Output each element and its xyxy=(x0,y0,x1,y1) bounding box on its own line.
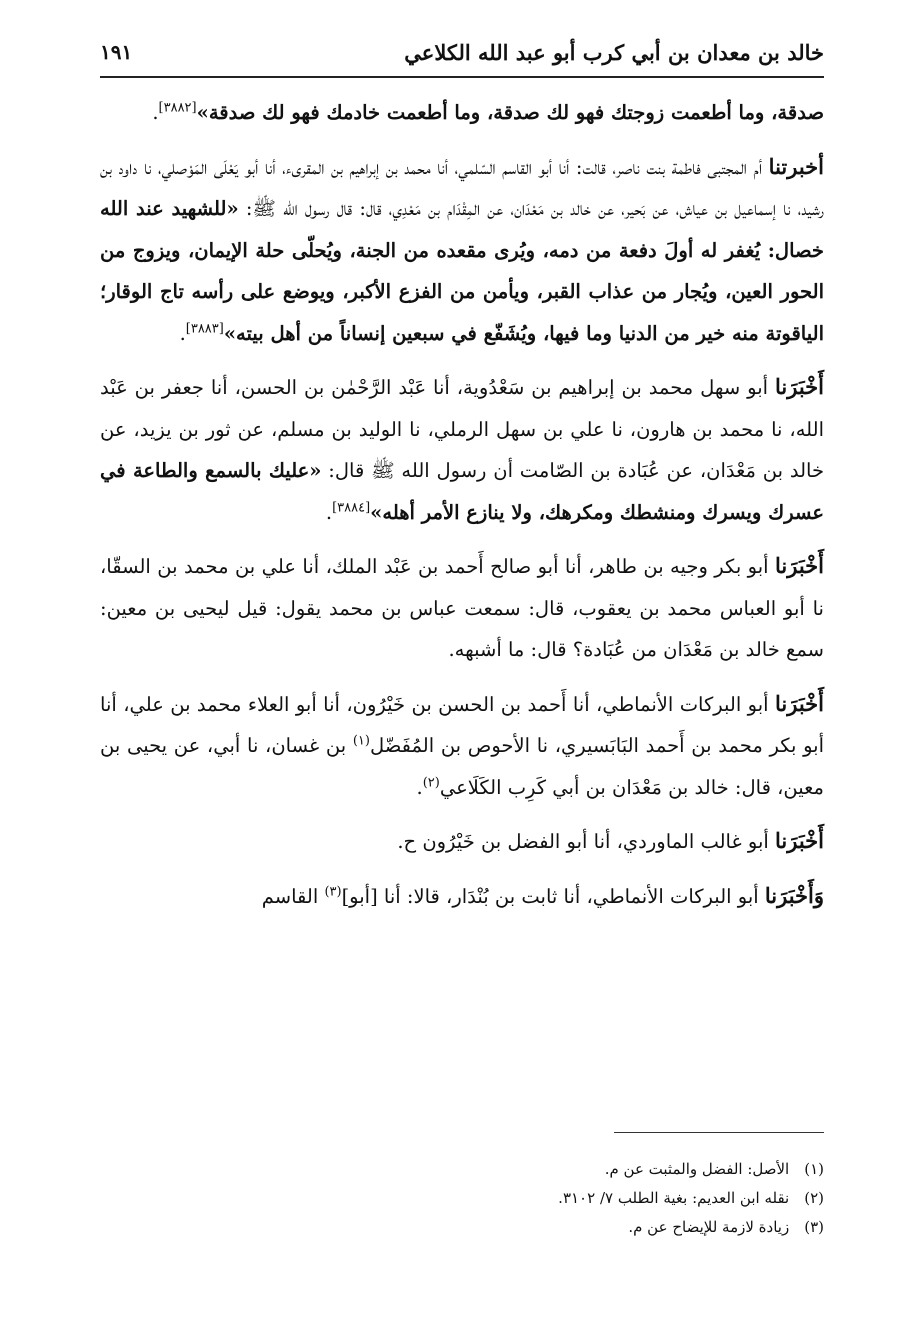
hadith-number: [٣٨٨٣] xyxy=(185,321,224,336)
paragraph-1 xyxy=(100,92,824,134)
main-text xyxy=(100,92,824,929)
chain-text: أبو بكر وجيه بن طاهر، أنا أبو صالح أَحمد بن عَبْد الملك، أنا علي بن محمد بن السقّا، نا أبو العباس محمد بن يعقوب، قال: سمعت عباس بن محمد يقول: قيل ليحيى بن معين: سمع خالد بن مَعْدَان من عُبَادة؟ قال: ما أشبهه. xyxy=(100,555,824,661)
hadith-text: «عليك بالسمع والطاعة في عسرك ويسرك ومنشطك ومكرهك، ولا ينازع الأمر أهله» xyxy=(100,459,824,524)
hadith-number: [٣٨٨٤] xyxy=(332,500,371,515)
chain-text: أبو البركات الأنماطي، أنا ثابت بن بُنْدَار، قالا: أنا [أبو] xyxy=(341,884,765,908)
footnote-ref-3[interactable]: (٣) xyxy=(324,884,342,899)
paragraph-4 xyxy=(100,545,824,671)
paragraph-5 xyxy=(100,683,824,809)
paragraph-7 xyxy=(100,875,824,918)
chain-lead-word: أَخْبَرَنا xyxy=(775,690,824,716)
footnote-text: نقله ابن العديم: بغية الطلب ٧/ ٣١٠٢. xyxy=(558,1189,790,1207)
footnote-item xyxy=(100,1184,824,1213)
footnote-divider xyxy=(614,1132,824,1133)
footnotes xyxy=(100,1132,824,1242)
footnote-number: (٢) xyxy=(804,1189,824,1207)
chain-lead-word: أخبرتنا xyxy=(768,153,824,179)
footnote-number: (٣) xyxy=(804,1218,824,1236)
end-mark: . xyxy=(152,101,159,124)
footnote-ref-2[interactable]: (٢) xyxy=(422,775,440,790)
chain-lead-word: وَأَخْبَرَنا xyxy=(764,882,824,908)
paragraph-2 xyxy=(100,146,824,355)
hadith-text: صدقة، وما أطعمت زوجتك فهو لك صدقة، وما أطعمت خادمك فهو لك صدقة» xyxy=(196,101,824,124)
running-title: خالد بن معدان بن أبي كرب أبو عبد الله الكلاعي xyxy=(404,40,824,65)
chain-lead-word: أَخْبَرَنا xyxy=(775,828,824,853)
paragraph-6 xyxy=(100,820,824,863)
end-mark: . xyxy=(179,321,186,345)
paragraph-3 xyxy=(100,366,824,533)
hadith-number: [٣٨٨٢] xyxy=(158,100,197,116)
running-header xyxy=(100,36,824,78)
hadith-text: «للشهيد عند الله خصال: يُغفر له أولَ دفعة من دمه، ويُرى مقعده من الجنة، ويُحلّى حلة الإيمان، ويزوج من الحور العين، ويُجار من عذاب القبر، ويأمن من الفزع الأكبر، ويوضع على رأسه تاج الوقار؛ الياقوتة منه خير من الدنيا وما فيها، ويُشَفّع في سبعين إنساناً من أهل بيته» xyxy=(100,197,824,345)
end-mark: . xyxy=(325,500,333,524)
chain-lead-word: أَخْبَرَنا xyxy=(775,374,824,399)
end-mark: . xyxy=(416,775,423,799)
chain-text: أبو البركات الأنماطي، أنا أَحمد بن الحسن بن خَيْرُون، أنا أبو العلاء محمد بن علي، أنا أبو بكر محمد بن أَحمد البَابَسيري، نا الأحوص بن المُفَضّل xyxy=(100,692,824,757)
chain-text: أبو سهل محمد بن إبراهيم بن سَعْدُوية، أنا عَبْد الرَّحْمٰن بن الحسن، أنا جعفر بن عَبْد الله، نا محمد بن هارون، نا علي بن سهل الرملي، نا الوليد بن مسلم، عن ثور بن يزيد، عن خالد بن مَعْدَان، عن عُبَادة بن الصّامت أن رسول الله ﷺ قال: xyxy=(100,376,825,482)
chain-text: أم المجتبى فاطمة بنت ناصر، قالت: أنا أبو القاسم السّلمي، أنا محمد بن إبراهيم بن المقرىء، أنا أبو يَعْلَى المَوْصلي، نا داود بن رشيد، نا إسماعيل بن عياش، عن بَحير، عن خالد بن مَعْدَان، عن المِقْدَام بن مَعْدِي، قال: قال رسول الله ﷺ: xyxy=(100,155,824,220)
footnote-number: (١) xyxy=(804,1160,824,1178)
chain-lead-word: أَخْبَرَنا xyxy=(775,553,824,578)
footnote-text: الأصل: الفضل والمثبت عن م. xyxy=(604,1160,790,1178)
footnote-ref-1[interactable]: (١) xyxy=(352,733,370,749)
chain-text-continued: القاسم xyxy=(261,884,325,908)
footnote-text: زيادة لازمة للإيضاح عن م. xyxy=(628,1218,790,1236)
chain-text-continued: بن غسان، نا أبي، عن يحيى بن معين، قال: خالد بن مَعْدَان بن أبي كَرِب الكَلَاعي xyxy=(100,734,824,799)
chain-text: أبو غالب الماوردي، أنا أبو الفضل بن خَيْرُون ح. xyxy=(397,830,776,853)
page-number: ١٩١ xyxy=(100,40,133,64)
footnote-item xyxy=(100,1155,824,1184)
footnote-item xyxy=(100,1213,824,1242)
